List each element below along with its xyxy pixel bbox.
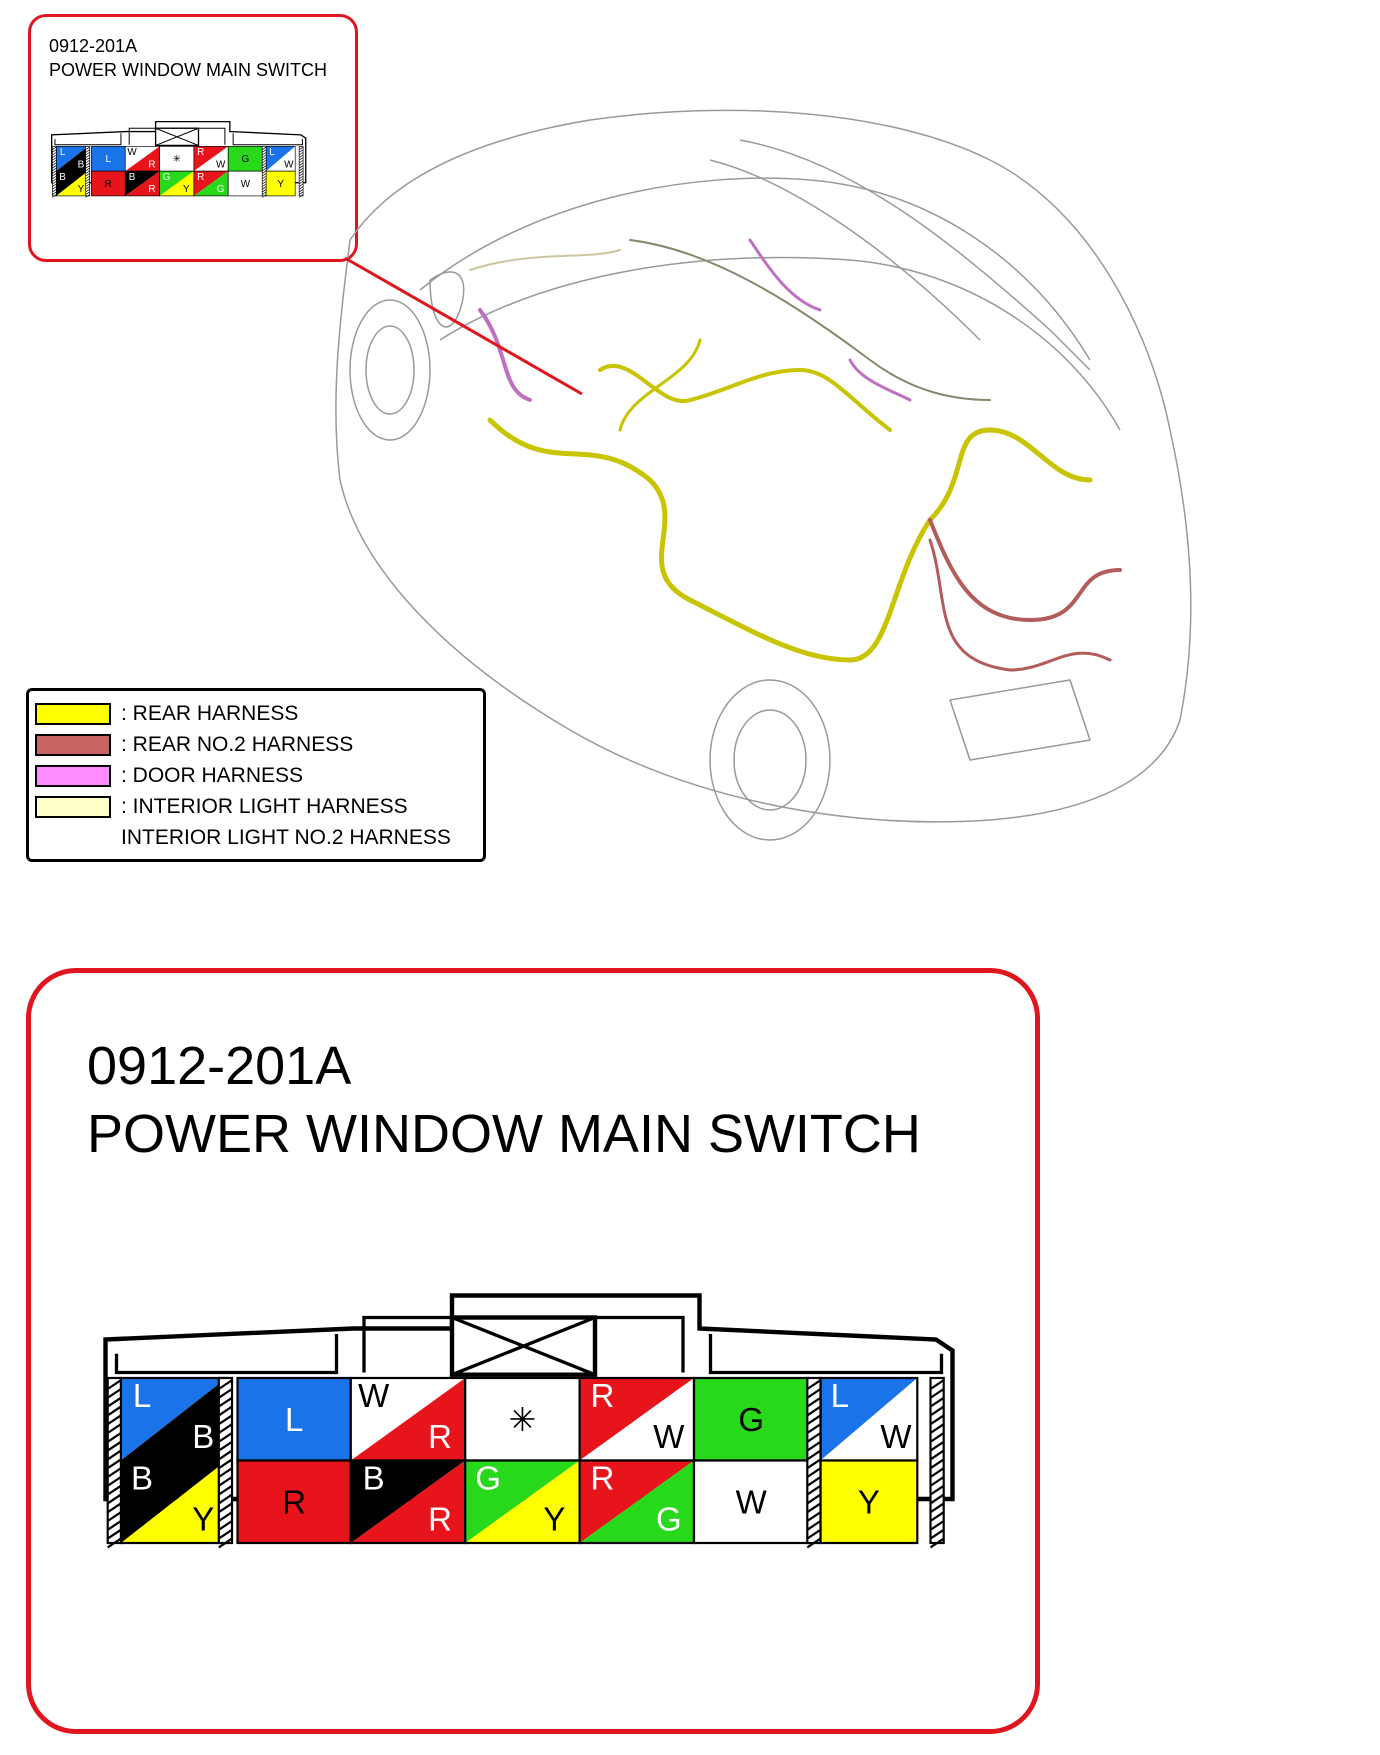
- pin-label: W: [240, 178, 251, 190]
- pin-label: L: [269, 147, 275, 159]
- pin-label: W: [127, 147, 137, 159]
- legend-item-rear: [35, 701, 298, 727]
- connector-pin: [351, 1377, 465, 1461]
- pin-label: G: [162, 171, 171, 183]
- pin-label: ✳: [172, 154, 181, 166]
- legend-swatch: [35, 703, 111, 725]
- legend-label: : REAR HARNESS: [121, 702, 299, 725]
- legend-item-interior-light: [35, 794, 408, 820]
- connector-pin: [821, 1377, 918, 1461]
- connector-face-large: [100, 1290, 980, 1600]
- pin-label: R: [197, 147, 205, 159]
- pin-label: B: [192, 1418, 215, 1456]
- pin-label: W: [358, 1376, 390, 1414]
- connector-pin: [694, 1461, 808, 1544]
- pin-label: B: [131, 1459, 154, 1497]
- pin-label: R: [590, 1376, 615, 1414]
- pin-label: Y: [543, 1500, 566, 1538]
- pin-label: G: [475, 1459, 501, 1497]
- connector-pin: [238, 1378, 351, 1461]
- pin-label: G: [241, 154, 250, 166]
- connector-pin: [580, 1377, 694, 1461]
- legend-swatch: [35, 796, 111, 818]
- legend-item-door: [35, 763, 303, 789]
- pin-label: Y: [857, 1483, 880, 1521]
- pin-label: R: [428, 1418, 452, 1456]
- connector-pin: [580, 1459, 694, 1543]
- pin-label: G: [655, 1500, 682, 1538]
- pin-label: B: [77, 159, 85, 171]
- pin-label: L: [830, 1376, 850, 1414]
- legend-item-interior-light-no2: [121, 825, 451, 851]
- pin-label: L: [132, 1376, 152, 1414]
- pin-label: W: [735, 1483, 767, 1521]
- pin-label: R: [148, 184, 156, 196]
- connector-pin: [465, 1459, 579, 1543]
- legend-label: INTERIOR LIGHT NO.2 HARNESS: [121, 826, 451, 849]
- connector-code-small: 0912-201A: [49, 36, 138, 56]
- legend-item-rear-no2: [35, 732, 353, 758]
- connector-name-small: POWER WINDOW MAIN SWITCH: [49, 60, 327, 80]
- pin-label: B: [59, 171, 66, 183]
- legend-label: : INTERIOR LIGHT HARNESS: [121, 795, 408, 818]
- connector-code: 0912-201A: [87, 1036, 352, 1096]
- pin-label: L: [284, 1400, 304, 1438]
- pin-label: R: [428, 1500, 452, 1538]
- harness-legend: [26, 688, 486, 862]
- pin-label: G: [216, 184, 225, 196]
- pin-label: G: [738, 1400, 765, 1438]
- connector-pin: [238, 1461, 351, 1544]
- connector-pin: [465, 1378, 579, 1461]
- legend-label: : REAR NO.2 HARNESS: [121, 733, 354, 756]
- pin-label: L: [105, 154, 112, 166]
- pin-label: R: [197, 171, 205, 183]
- pin-label: W: [653, 1418, 685, 1456]
- legend-swatch: [35, 734, 111, 756]
- connector-pin: [821, 1461, 918, 1544]
- connector-pin: [351, 1459, 465, 1543]
- pin-label: Y: [192, 1500, 215, 1538]
- pin-label: W: [215, 159, 226, 171]
- pin-label: B: [362, 1459, 385, 1497]
- pin-label: R: [590, 1459, 615, 1497]
- pin-label: W: [880, 1418, 912, 1456]
- pin-label: R: [104, 178, 112, 190]
- pin-label: Y: [183, 184, 190, 196]
- pin-label: Y: [277, 178, 284, 190]
- connector-name: POWER WINDOW MAIN SWITCH: [87, 1104, 921, 1164]
- pin-label: B: [128, 171, 136, 183]
- legend-swatch: [35, 765, 111, 787]
- legend-label: : DOOR HARNESS: [121, 764, 304, 787]
- pin-label: L: [59, 147, 66, 159]
- connector-pin: [694, 1378, 808, 1461]
- connector-pin: [121, 1459, 227, 1543]
- pin-label: R: [282, 1483, 307, 1521]
- connector-pin: [121, 1377, 227, 1461]
- pin-label: Y: [77, 184, 85, 196]
- pin-label: ✳: [508, 1400, 537, 1438]
- pin-label: R: [148, 159, 156, 171]
- pin-label: W: [284, 159, 294, 171]
